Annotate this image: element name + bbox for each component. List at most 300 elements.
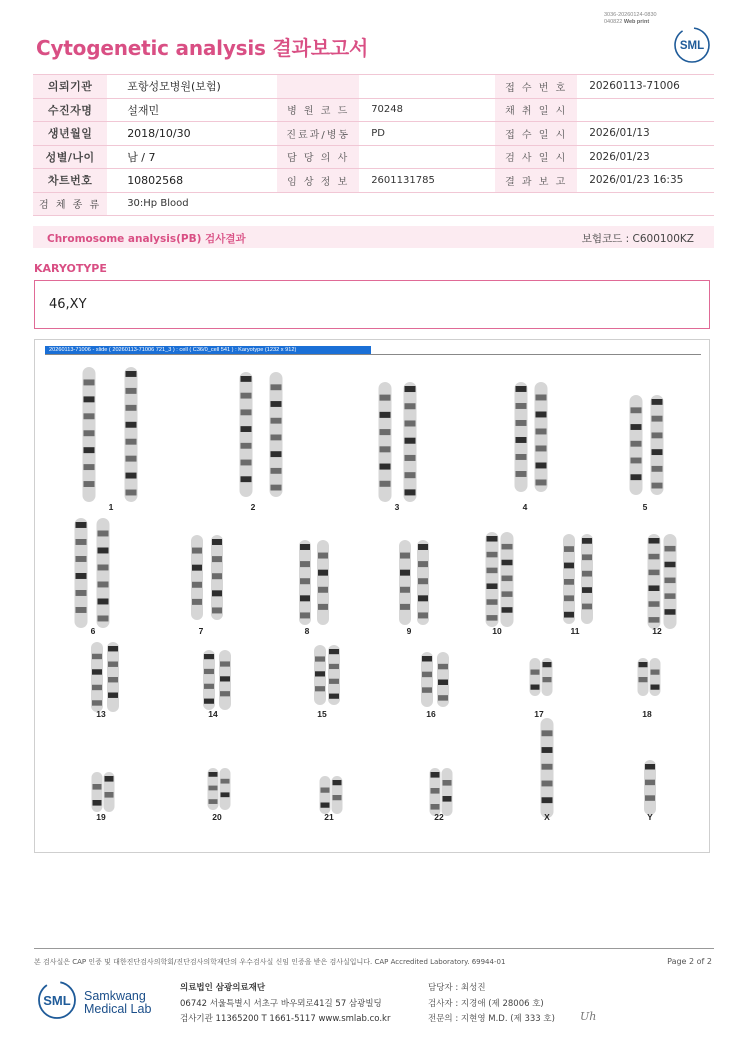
chromosome-band (582, 587, 592, 593)
chromosome-band (126, 405, 137, 411)
chromosome (486, 532, 499, 627)
chromosome-band (502, 560, 513, 566)
chromosome-band (536, 395, 547, 401)
chromosome-band (564, 612, 574, 618)
chromosome-label: 8 (304, 626, 310, 636)
info-row (33, 192, 714, 216)
chromosome-band (221, 792, 230, 797)
field-value: 2026/01/13 (577, 122, 714, 146)
chromosome-band (400, 553, 410, 559)
chromosome-label: 12 (652, 626, 662, 636)
brand-line: Samkwang (84, 989, 146, 1003)
chromosome-band (318, 570, 328, 576)
result-section-header (33, 226, 714, 248)
chromosome-band (645, 795, 655, 800)
chromosome-label: 1 (108, 502, 114, 512)
chromosome-band (315, 686, 325, 691)
staff-line: 검사자 : 지경애 (제 28006 호) (428, 998, 544, 1009)
chromosome-band (84, 396, 95, 402)
chromosome-band (318, 553, 328, 559)
chromosome-band (380, 464, 391, 470)
chromosome-label: 3 (394, 502, 400, 512)
chromosome-band (84, 481, 95, 487)
web-print-label: Web print (623, 19, 650, 25)
chromosome-band (300, 544, 310, 550)
chromosome-band (665, 609, 676, 615)
chromosome-pair-20 (208, 768, 231, 822)
chromosome-pair-21 (320, 776, 343, 822)
chromosome-band (502, 591, 513, 597)
footer-divider (34, 948, 714, 949)
chromosome-band (631, 424, 642, 430)
field-value (359, 75, 495, 99)
field-label: 임 상 정 보 (277, 169, 359, 193)
field-value: 설재민 (107, 98, 277, 122)
chromosome-band (564, 563, 574, 569)
chromosome-label: 4 (522, 502, 528, 512)
karyotype-result: 46,XY (49, 297, 87, 312)
chromosome-band (204, 699, 214, 704)
field-value: PD (359, 122, 495, 146)
chromosome-band (318, 587, 328, 593)
chromosome-band (209, 799, 218, 804)
chromosome-band (271, 451, 282, 457)
chromosome-band (241, 409, 252, 415)
chromosome-pair-8 (299, 540, 329, 636)
chromosome (648, 534, 661, 629)
chromosome-band (98, 582, 109, 588)
field-value: 포항성모병원(보험) (107, 75, 277, 99)
chromosome-band (531, 685, 540, 690)
chromosome-band (315, 656, 325, 661)
chromosome-band (649, 538, 660, 544)
chromosome-band (516, 471, 527, 477)
chromosome-band (329, 649, 339, 654)
chromosome-band (204, 669, 214, 674)
field-value (577, 98, 714, 122)
chromosome-band (631, 441, 642, 447)
chromosome-band (126, 422, 137, 428)
chromosome-band (543, 677, 552, 682)
chromosome-pair-19 (92, 772, 115, 822)
chromosome-band (380, 429, 391, 435)
chromosome-pair-5 (630, 395, 664, 512)
chromosome-band (438, 664, 448, 669)
chromosome-band (652, 416, 663, 422)
info-row (33, 169, 714, 193)
field-label: 접 수 번 호 (495, 75, 577, 99)
chromosome-band (329, 694, 339, 699)
chromosome-band (651, 685, 660, 690)
chromosome-pair-6 (75, 518, 110, 636)
specimen-label: 검 체 종 류 (33, 192, 107, 216)
chromosome-band (92, 654, 102, 659)
patient-info-table (33, 74, 714, 216)
chromosome-band (212, 590, 222, 596)
chromosome-pair-2 (240, 372, 283, 512)
chromosome-band (431, 772, 440, 778)
chromosome-band (192, 599, 202, 605)
chromosome-band (431, 788, 440, 794)
info-row (33, 122, 714, 146)
field-label: 담 당 의 사 (277, 145, 359, 169)
chromosome-band (652, 432, 663, 438)
chromosome-band (564, 579, 574, 585)
chromosome-band (92, 669, 102, 674)
chromosome-band (212, 556, 222, 562)
field-label: 성별/나이 (33, 145, 107, 169)
chromosome-pair-14 (203, 650, 231, 719)
staff-line: 전문의 : 지현영 M.D. (제 333 호) (428, 1014, 555, 1024)
chromosome-band (93, 800, 102, 806)
field-label: 수진자명 (33, 98, 107, 122)
organization-name: 의료법인 삼광의료재단 (180, 983, 266, 993)
chromosome-band (241, 443, 252, 449)
chromosome-band (405, 420, 416, 426)
chromosome-pair-16 (421, 652, 449, 719)
chromosome-label: 20 (212, 812, 222, 822)
chromosome-band (438, 695, 448, 700)
chromosome-pair-9 (399, 540, 429, 636)
section-title: Chromosome analysis(PB) 검사결과 (47, 233, 246, 245)
chromosome-band (536, 412, 547, 418)
chromosome-band (582, 538, 592, 544)
chromosome-band (649, 570, 660, 576)
chromosome-band (400, 604, 410, 610)
info-row (33, 98, 714, 122)
chromosome-band (271, 485, 282, 491)
chromosome-band (418, 578, 428, 584)
chromosome-band (418, 544, 428, 550)
chromosome-band (631, 407, 642, 413)
chromosome-band (487, 599, 498, 605)
chromosome-band (108, 646, 118, 651)
chromosome-band (582, 571, 592, 577)
chromosome-band (502, 607, 513, 613)
chromosome-band (649, 585, 660, 591)
chromosome (320, 776, 331, 814)
chromosome-band (300, 595, 310, 601)
chromosome-band (438, 680, 448, 685)
chromosome-band (516, 454, 527, 460)
chromosome-band (400, 570, 410, 576)
organization-address: 06742 서울특별시 서초구 바우뫼로41길 57 삼광빌딩 (180, 998, 382, 1009)
chromosome-band (212, 539, 222, 545)
chromosome-band (652, 466, 663, 472)
chromosome-band (631, 458, 642, 464)
chromosome-band (126, 439, 137, 445)
chromosome-band (405, 386, 416, 392)
chromosome-pair-7 (191, 535, 223, 636)
chromosome-band (329, 679, 339, 684)
field-label: 채 취 일 시 (495, 98, 577, 122)
chromosome (530, 658, 541, 696)
chromosome-label: Y (647, 812, 653, 822)
chromosome-band (516, 420, 527, 426)
field-label: 검 사 일 시 (495, 145, 577, 169)
specimen-value: 30:Hp Blood (107, 192, 714, 216)
chromosome-band (209, 786, 218, 791)
field-value: 2026/01/23 16:35 (577, 169, 714, 193)
chromosome-band (126, 456, 137, 462)
info-row (33, 75, 714, 99)
chromosome-band (487, 568, 498, 574)
chromosome-band (542, 747, 553, 753)
chromosome-label: 19 (96, 812, 106, 822)
chromosome-band (241, 476, 252, 482)
chromosome (442, 768, 453, 816)
chromosome-band (300, 578, 310, 584)
chromosome-band (649, 554, 660, 560)
chromosome-pair-4 (515, 382, 548, 512)
chromosome-band (487, 615, 498, 621)
chromosome-band (645, 764, 655, 769)
page-number: Page 2 of 2 (667, 957, 712, 966)
chromosome-band (443, 780, 452, 786)
field-label (277, 75, 359, 99)
chromosome-band (92, 685, 102, 690)
chromosome-label: 2 (250, 502, 256, 512)
chromosome-band (204, 654, 214, 659)
chromosome-band (271, 468, 282, 474)
chromosome-band (639, 677, 648, 682)
chromosome-band (220, 676, 230, 681)
document-code-number: 040822 (604, 19, 623, 25)
chromosome-band (418, 595, 428, 601)
chromosome (651, 395, 664, 495)
chromosome-band (126, 371, 137, 377)
chromosome-band (487, 536, 498, 542)
chromosome-band (333, 780, 342, 785)
chromosome-band (105, 792, 114, 798)
field-label: 접 수 일 시 (495, 122, 577, 146)
info-row (33, 145, 714, 169)
report-title: Cytogenetic analysis 결과보고서 (36, 36, 369, 60)
chromosome-pair-12 (648, 534, 677, 636)
chromosome-band (220, 661, 230, 666)
chromosome-band (400, 587, 410, 593)
chromosome-band (405, 403, 416, 409)
document-code-line: 3036-20260124-0830 (604, 12, 657, 18)
chromosome-band (443, 796, 452, 802)
field-label: 병 원 코 드 (277, 98, 359, 122)
chromosome-band (212, 607, 222, 613)
chromosome-band (431, 804, 440, 810)
chromosome (650, 658, 661, 696)
field-label: 생년월일 (33, 122, 107, 146)
chromosome-band (564, 546, 574, 552)
chromosome-band (221, 779, 230, 784)
karyotype-label: KARYOTYPE (34, 262, 107, 275)
chromosome-label: 5 (642, 502, 648, 512)
chromosome-label: 18 (642, 709, 652, 719)
staff-info (428, 981, 555, 1028)
chromosome-band (665, 578, 676, 584)
chromosome-band (405, 455, 416, 461)
organization-contact: 검사기관 11365200 T 1661-5117 www.smlab.co.kr (180, 1014, 391, 1024)
chromosome-pair-1 (83, 367, 138, 512)
field-label: 차트번호 (33, 169, 107, 193)
chromosome-pair-18 (638, 658, 661, 719)
chromosome-band (665, 593, 676, 599)
chromosome-band (84, 447, 95, 453)
signature: Uh (580, 1010, 597, 1023)
chromosome-band (645, 780, 655, 785)
chromosome-band (542, 781, 553, 787)
chromosome-band (321, 803, 330, 808)
chromosome-band (126, 388, 137, 394)
chromosome-label: 10 (492, 626, 502, 636)
chromosome-pair-10 (486, 532, 514, 636)
chromosome-pair-X (541, 718, 554, 822)
chromosome-label: 9 (406, 626, 412, 636)
chromosome-band (108, 693, 118, 698)
chromosome-band (76, 539, 87, 545)
chromosome-band (665, 562, 676, 568)
chromosome-band (84, 464, 95, 470)
chromosome-pair-22 (430, 768, 453, 822)
chromosome-band (380, 395, 391, 401)
chromosome-band (652, 483, 663, 489)
chromosome (92, 772, 103, 812)
field-value: 20260113-71006 (577, 75, 714, 99)
field-value: 10802568 (107, 169, 277, 193)
chromosome-band (76, 607, 87, 613)
chromosome-band (542, 764, 553, 770)
chromosome-band (652, 399, 663, 405)
chromosome-band (531, 670, 540, 675)
chromosome-band (98, 599, 109, 605)
chromosome-band (536, 446, 547, 452)
chromosome-band (271, 435, 282, 441)
chromosome-band (652, 449, 663, 455)
chromosome-band (98, 616, 109, 622)
field-label: 결 과 보 고 (495, 169, 577, 193)
chromosome-band (220, 691, 230, 696)
chromosome-band (422, 687, 432, 692)
field-value (359, 145, 495, 169)
accreditation-note: 본 검사실은 CAP 인증 및 대한진단검사의학회/진단검사의학재단의 우수검사실 신임 인증을 받은 검사실입니다. CAP Accredited Laboratory. 69944-01 (34, 958, 506, 966)
brand-name (84, 990, 151, 1016)
chromosome-band (516, 386, 527, 392)
chromosome-band (84, 413, 95, 419)
field-value: 70248 (359, 98, 495, 122)
chromosome-band (582, 604, 592, 610)
chromosome-band (536, 429, 547, 435)
chromosome-label: 15 (317, 709, 327, 719)
chromosome-band (108, 662, 118, 667)
chromosome-band (418, 612, 428, 618)
chromosome-band (84, 430, 95, 436)
chromosome-band (536, 480, 547, 486)
chromosome-band (649, 617, 660, 623)
chromosome-pair-15 (314, 645, 340, 719)
field-value: 2018/10/30 (107, 122, 277, 146)
chromosome-band (76, 573, 87, 579)
karyogram-image (34, 339, 710, 853)
chromosome-pair-11 (563, 534, 593, 636)
chromosome-band (209, 772, 218, 777)
insurance-code: 보험코드 : C600100KZ (581, 233, 694, 245)
chromosome-band (516, 403, 527, 409)
chromosome-band (333, 795, 342, 800)
chromosome-band (318, 604, 328, 610)
logo-text: SML (43, 993, 71, 1008)
chromosome-band (271, 401, 282, 407)
chromosome-label: X (544, 812, 550, 822)
chromosome-pair-3 (379, 382, 417, 512)
brand-line: Medical Lab (84, 1002, 152, 1016)
chromosome-label: 22 (434, 812, 444, 822)
chromosome-band (665, 546, 676, 552)
chromosome-label: 13 (96, 709, 106, 719)
chromosome-band (212, 573, 222, 579)
chromosome-pair-17 (530, 658, 553, 719)
chromosome-band (542, 730, 553, 736)
logo-text: SML (679, 40, 705, 52)
field-value: 2601131785 (359, 169, 495, 193)
chromosome-band (418, 561, 428, 567)
chromosome-band (405, 438, 416, 444)
chromosome-band (192, 582, 202, 588)
chromosome-band (487, 552, 498, 558)
document-code (604, 12, 657, 26)
chromosome-band (380, 481, 391, 487)
chromosome (220, 768, 231, 810)
chromosome-band (271, 384, 282, 390)
chromosome-band (329, 664, 339, 669)
chromosome-band (649, 601, 660, 607)
field-label: 진료과/병동 (277, 122, 359, 146)
chromosome-band (76, 556, 87, 562)
chromosome-band (321, 788, 330, 793)
chromosome-band (84, 379, 95, 385)
chromosome-pair-Y (644, 760, 656, 822)
sml-logo (672, 26, 712, 64)
image-caption-rule (45, 354, 701, 355)
chromosome-band (76, 590, 87, 596)
chromosome-band (380, 446, 391, 452)
chromosome-band (192, 548, 202, 554)
chromosome-band (93, 784, 102, 790)
chromosome-band (126, 473, 137, 479)
field-value: 남 / 7 (107, 145, 277, 169)
chromosome-band (76, 522, 87, 528)
field-value: 2026/01/23 (577, 145, 714, 169)
chromosome-band (300, 612, 310, 618)
chromosome-label: 7 (198, 626, 204, 636)
chromosome-band (582, 554, 592, 560)
chromosome-band (315, 671, 325, 676)
image-caption: 20260113-71006 - slide ( 20260113-71006 721_3 ) : cell ( C36/0_cell 541 ) : Karyotype (1232 x 912) (45, 346, 371, 354)
organization-info (180, 981, 390, 1028)
chromosome-band (241, 460, 252, 466)
chromosome-band (204, 684, 214, 689)
sml-footer-logo (36, 980, 78, 1020)
staff-line: 담당자 : 최성진 (428, 983, 486, 993)
chromosome-label: 14 (208, 709, 218, 719)
chromosome-label: 21 (324, 812, 334, 822)
chromosome-band (487, 583, 498, 589)
chromosome-band (564, 595, 574, 601)
chromosome-band (651, 670, 660, 675)
chromosome-band (241, 426, 252, 432)
chromosome-label: 11 (570, 626, 580, 636)
chromosome-band (422, 672, 432, 677)
chromosome-band (543, 662, 552, 667)
chromosome-band (126, 490, 137, 496)
chromosome-label: 16 (426, 709, 436, 719)
